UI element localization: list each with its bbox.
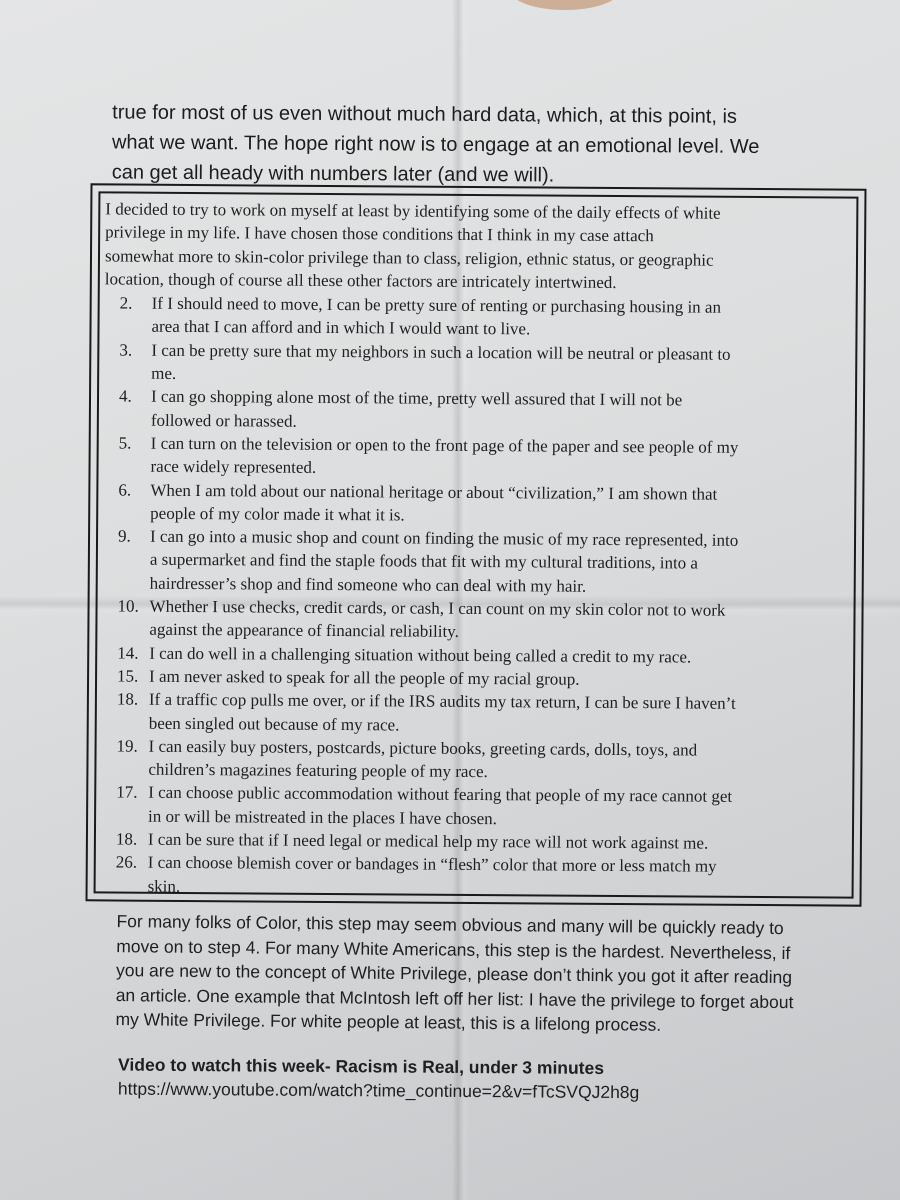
list-item-number: 17. — [116, 782, 138, 803]
list-item-number: 10. — [117, 596, 139, 616]
list-item — [103, 478, 842, 530]
lead-line: location, though of course all these other factors are intricately intertwined. — [104, 269, 617, 292]
list-item-number: 2. — [119, 293, 133, 313]
list-item — [101, 734, 840, 786]
outro-line: move on to step 4. For many White Americans, this step is the hardest. Nevertheless, if — [116, 935, 791, 963]
outro-line: you are new to the concept of White Privilege, please don’t think you got it after reading — [115, 960, 793, 988]
video-link[interactable]: https://www.youtube.com/watch?time_continue=2&v=fTcSVQJ2h8g — [117, 1078, 640, 1103]
list-item-line: I can be sure that if I need legal or medical help my race will not work against me. — [147, 829, 709, 853]
list-item-line: people of my color made it what it is. — [150, 503, 405, 525]
lead-line: privilege in my life. I have chosen those conditions that I think in my case attach — [105, 222, 654, 246]
list-item-number: 19. — [116, 736, 138, 756]
list-item-text — [151, 339, 843, 390]
privilege-list-inner — [94, 191, 859, 898]
list-item-line: If a traffic cop pulls me over, or if the IRS audits my tax return, I can be sure I haven’t — [148, 689, 736, 714]
list-item-line: hairdresser’s shop and find someone who can deal with my hair. — [149, 573, 587, 596]
privilege-list-box — [86, 183, 867, 906]
list-item-line: I can choose blemish cover or bandages in “flesh” color that more or less match my — [147, 853, 717, 876]
list-item-line: I can easily buy posters, postcards, picture books, greeting cards, dolls, toys, and — [148, 736, 698, 760]
outro-paragraph — [115, 909, 868, 1039]
list-item-line: a supermarket and find the staple foods that fit with my cultural traditions, into a — [149, 550, 699, 574]
video-section — [118, 1053, 818, 1106]
list-item-number: 6. — [118, 480, 132, 500]
list-item-number: 9. — [117, 526, 131, 546]
list-item — [104, 385, 843, 437]
intro-line: true for most of us even without much hard data, which, at this point, is — [112, 101, 738, 128]
list-item — [103, 431, 842, 483]
list-item — [103, 525, 842, 600]
intro-line: can get all heady with numbers later (and we will). — [111, 161, 555, 187]
list-item — [101, 781, 840, 833]
list-item-line: in or will be mistreated in the places I have chosen. — [148, 806, 498, 828]
list-item-text — [151, 292, 843, 343]
list-item — [101, 851, 840, 903]
list-item-line: I can go shopping alone most of the time, pretty well assured that I will not be — [150, 387, 683, 410]
list-item-line: I can turn on the television or open to the front page of the paper and see people of my — [150, 433, 739, 457]
list-item-line: race widely represented. — [150, 456, 317, 478]
list-item — [104, 292, 843, 344]
list-item-text — [148, 735, 840, 786]
list-item-line: followed or harassed. — [150, 410, 297, 431]
thumb — [510, 0, 620, 10]
list-item-line: against the appearance of financial reliability. — [149, 620, 459, 642]
list-item — [102, 688, 841, 740]
lead-line: somewhat more to skin-color privilege than to class, religion, ethnic status, or geographic — [104, 245, 714, 270]
outro-line: my White Privilege. For white people at least, this is a lifelong process. — [115, 1009, 662, 1035]
list-item-text — [149, 595, 841, 646]
list-item-text — [151, 385, 843, 436]
list-item-line: I can go into a music shop and count on finding the music of my race represented, into — [149, 526, 739, 550]
outro-line: For many folks of Color, this step may seem obvious and many will be quickly ready to — [116, 911, 784, 939]
list-item-line: If I should need to move, I can be pretty sure of renting or purchasing housing in an — [151, 293, 722, 317]
box-lead-paragraph — [105, 197, 845, 295]
list-item-line: me. — [151, 363, 177, 383]
privilege-list — [101, 292, 844, 903]
list-item-number: 26. — [115, 852, 138, 872]
list-item-text — [150, 478, 842, 529]
list-item-line: Whether I use checks, credit cards, or cash, I can count on my skin color not to work — [149, 596, 726, 620]
list-item-text — [148, 781, 840, 832]
list-item-text — [150, 432, 842, 483]
list-item-line: area that I can afford and in which I would want to live. — [151, 317, 531, 339]
list-item-number: 15. — [117, 666, 139, 686]
intro-paragraph — [112, 97, 848, 192]
outro-line: an article. One example that McIntosh left off her list: I have the privilege to forget about — [115, 984, 794, 1012]
list-item-line: skin. — [147, 876, 181, 896]
list-item-text — [149, 688, 841, 739]
intro-line: what we want. The hope right now is to engage at an emotional level. We — [111, 131, 760, 158]
list-item-text — [150, 525, 842, 600]
list-item-line: I can choose public accommodation without fearing that people of my race cannot get — [148, 783, 733, 807]
list-item-line: children’s magazines featuring people of my race. — [148, 759, 488, 782]
list-item-line: I am never asked to speak for all the people of my racial group. — [149, 666, 580, 689]
list-item-number: 5. — [118, 433, 132, 453]
list-item-line: I can be pretty sure that my neighbors in such a location will be neutral or pleasant to — [151, 340, 731, 364]
list-item — [102, 594, 841, 646]
list-item-number: 14. — [117, 643, 139, 663]
list-item — [104, 338, 843, 390]
list-item-number: 4. — [118, 386, 132, 406]
list-item-number: 18. — [116, 689, 139, 709]
list-item-line: I can do well in a challenging situation without being called a credit to my race. — [149, 643, 692, 667]
list-item-number: 18. — [115, 829, 138, 849]
lead-line: I decided to try to work on myself at least by identifying some of the daily effects of white — [105, 199, 721, 223]
list-item-line: When I am told about our national heritage or about “civilization,” I am shown that — [150, 480, 718, 504]
list-item-number: 3. — [119, 340, 133, 360]
video-title: Video to watch this week- Racism is Real, under 3 minutes — [118, 1054, 605, 1078]
list-item-line: been singled out because of my race. — [148, 713, 400, 735]
list-item-text — [148, 851, 840, 902]
